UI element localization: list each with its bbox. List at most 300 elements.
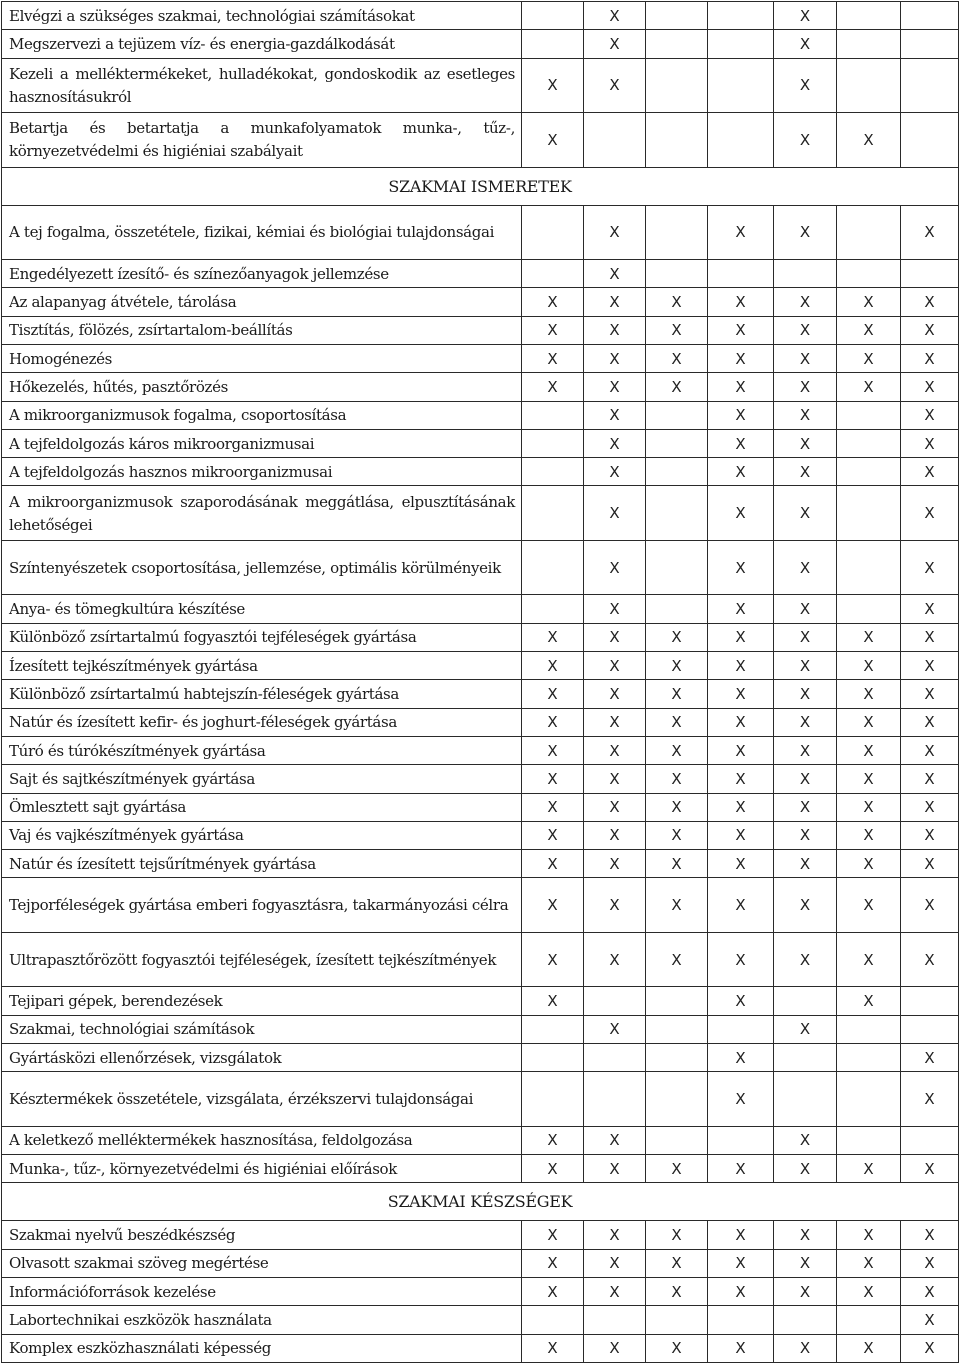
x-mark-cell: X <box>901 932 959 987</box>
table-row <box>2 1334 959 1362</box>
row-label: Sajt és sajtkészítmények gyártása <box>2 765 522 793</box>
x-mark-cell: X <box>584 540 646 595</box>
x-mark-cell: X <box>774 288 837 316</box>
x-mark-cell: X <box>522 765 584 793</box>
x-mark-cell: X <box>774 316 837 344</box>
x-mark-cell: X <box>646 736 708 764</box>
table-row <box>2 260 959 288</box>
x-mark-cell: X <box>708 736 774 764</box>
row-label: Gyártásközi ellenőrzések, vizsgálatok <box>2 1044 522 1072</box>
x-mark-cell: X <box>901 736 959 764</box>
x-mark-cell: X <box>522 1155 584 1183</box>
empty-cell <box>646 205 708 260</box>
x-mark-cell: X <box>901 1249 959 1277</box>
empty-cell <box>837 1072 901 1127</box>
x-mark-cell: X <box>708 1072 774 1127</box>
x-mark-cell: X <box>522 316 584 344</box>
x-mark-cell: X <box>584 205 646 260</box>
x-mark-cell: X <box>774 486 837 541</box>
x-mark-cell: X <box>522 1249 584 1277</box>
empty-cell <box>901 2 959 30</box>
x-mark-cell: X <box>774 1249 837 1277</box>
x-mark-cell: X <box>646 932 708 987</box>
table-row <box>2 765 959 793</box>
x-mark-cell: X <box>708 850 774 878</box>
empty-cell <box>708 58 774 113</box>
x-mark-cell: X <box>708 344 774 372</box>
empty-cell <box>837 30 901 58</box>
x-mark-cell: X <box>901 429 959 457</box>
x-mark-cell: X <box>901 540 959 595</box>
x-mark-cell: X <box>708 878 774 933</box>
empty-cell <box>584 1044 646 1072</box>
x-mark-cell: X <box>708 765 774 793</box>
empty-cell <box>522 486 584 541</box>
x-mark-cell: X <box>584 765 646 793</box>
x-mark-cell: X <box>708 821 774 849</box>
x-mark-cell: X <box>708 652 774 680</box>
empty-cell <box>837 429 901 457</box>
x-mark-cell: X <box>646 878 708 933</box>
x-mark-cell: X <box>522 373 584 401</box>
x-mark-cell: X <box>584 58 646 113</box>
empty-cell <box>522 1044 584 1072</box>
x-mark-cell: X <box>708 486 774 541</box>
empty-cell <box>522 429 584 457</box>
x-mark-cell: X <box>522 288 584 316</box>
table-row <box>2 736 959 764</box>
empty-cell <box>646 58 708 113</box>
x-mark-cell: X <box>774 623 837 651</box>
empty-cell <box>646 401 708 429</box>
row-label: Olvasott szakmai szöveg megértése <box>2 1249 522 1277</box>
x-mark-cell: X <box>837 1155 901 1183</box>
x-mark-cell: X <box>837 987 901 1015</box>
x-mark-cell: X <box>837 736 901 764</box>
row-label: Komplex eszközhasználati képesség <box>2 1334 522 1362</box>
empty-cell <box>837 260 901 288</box>
empty-cell <box>837 595 901 623</box>
x-mark-cell: X <box>708 373 774 401</box>
row-label: Hőkezelés, hűtés, pasztőrözés <box>2 373 522 401</box>
x-mark-cell: X <box>522 58 584 113</box>
x-mark-cell: X <box>774 850 837 878</box>
row-label: Vaj és vajkészítmények gyártása <box>2 821 522 849</box>
x-mark-cell: X <box>774 1278 837 1306</box>
x-mark-cell: X <box>646 1334 708 1362</box>
x-mark-cell: X <box>774 344 837 372</box>
table-row <box>2 652 959 680</box>
x-mark-cell: X <box>708 1221 774 1249</box>
x-mark-cell: X <box>584 486 646 541</box>
x-mark-cell: X <box>646 316 708 344</box>
empty-cell <box>522 30 584 58</box>
x-mark-cell: X <box>708 987 774 1015</box>
x-mark-cell: X <box>522 1221 584 1249</box>
x-mark-cell: X <box>708 401 774 429</box>
row-label: Ízesített tejkészítmények gyártása <box>2 652 522 680</box>
empty-cell <box>708 260 774 288</box>
empty-cell <box>646 1126 708 1154</box>
row-label: Késztermékek összetétele, vizsgálata, érzékszervi tulajdonságai <box>2 1072 522 1127</box>
empty-cell <box>522 540 584 595</box>
empty-cell <box>774 1044 837 1072</box>
x-mark-cell: X <box>708 680 774 708</box>
x-mark-cell: X <box>837 878 901 933</box>
row-label: A mikroorganizmusok szaporodásának meggátlása, elpusztításának lehetőségei <box>2 486 522 541</box>
competency-matrix-table <box>1 1 959 1363</box>
table-row <box>2 1155 959 1183</box>
x-mark-cell: X <box>901 458 959 486</box>
x-mark-cell: X <box>901 821 959 849</box>
row-label: A tejfeldolgozás káros mikroorganizmusai <box>2 429 522 457</box>
x-mark-cell: X <box>774 58 837 113</box>
x-mark-cell: X <box>584 1015 646 1043</box>
table-row <box>2 540 959 595</box>
empty-cell <box>646 30 708 58</box>
x-mark-cell: X <box>774 1126 837 1154</box>
x-mark-cell: X <box>901 1155 959 1183</box>
row-label: A tej fogalma, összetétele, fizikai, kémiai és biológiai tulajdonságai <box>2 205 522 260</box>
empty-cell <box>837 1015 901 1043</box>
x-mark-cell: X <box>837 316 901 344</box>
x-mark-cell: X <box>774 2 837 30</box>
x-mark-cell: X <box>837 113 901 168</box>
row-label: Szakmai nyelvű beszédkészség <box>2 1221 522 1249</box>
empty-cell <box>901 1126 959 1154</box>
empty-cell <box>901 30 959 58</box>
row-label: Tejporféleségek gyártása emberi fogyasztásra, takarmányozási célra <box>2 878 522 933</box>
x-mark-cell: X <box>584 429 646 457</box>
x-mark-cell: X <box>584 878 646 933</box>
x-mark-cell: X <box>837 1334 901 1362</box>
x-mark-cell: X <box>837 1221 901 1249</box>
x-mark-cell: X <box>837 680 901 708</box>
x-mark-cell: X <box>774 429 837 457</box>
row-label: Különböző zsírtartalmú fogyasztói tejféleségek gyártása <box>2 623 522 651</box>
row-label: Ömlesztett sajt gyártása <box>2 793 522 821</box>
row-label: Natúr és ízesített kefir- és joghurt-féleségek gyártása <box>2 708 522 736</box>
empty-cell <box>646 458 708 486</box>
table-row <box>2 932 959 987</box>
x-mark-cell: X <box>646 373 708 401</box>
empty-cell <box>522 595 584 623</box>
x-mark-cell: X <box>522 113 584 168</box>
table-row <box>2 708 959 736</box>
table-row <box>2 850 959 878</box>
x-mark-cell: X <box>646 288 708 316</box>
empty-cell <box>646 1306 708 1334</box>
x-mark-cell: X <box>708 205 774 260</box>
empty-cell <box>522 458 584 486</box>
x-mark-cell: X <box>774 736 837 764</box>
empty-cell <box>646 429 708 457</box>
x-mark-cell: X <box>708 1278 774 1306</box>
x-mark-cell: X <box>774 793 837 821</box>
x-mark-cell: X <box>522 850 584 878</box>
row-label: Kezeli a melléktermékeket, hulladékokat, gondoskodik az esetleges hasznosításukról <box>2 58 522 113</box>
x-mark-cell: X <box>584 373 646 401</box>
x-mark-cell: X <box>901 344 959 372</box>
x-mark-cell: X <box>708 1249 774 1277</box>
empty-cell <box>837 1306 901 1334</box>
x-mark-cell: X <box>708 623 774 651</box>
x-mark-cell: X <box>708 288 774 316</box>
x-mark-cell: X <box>522 1126 584 1154</box>
empty-cell <box>708 1126 774 1154</box>
table-row <box>2 1306 959 1334</box>
row-label: Különböző zsírtartalmú habtejszín-féleségek gyártása <box>2 680 522 708</box>
x-mark-cell: X <box>901 765 959 793</box>
x-mark-cell: X <box>837 623 901 651</box>
table-row <box>2 344 959 372</box>
row-label: Homogénezés <box>2 344 522 372</box>
x-mark-cell: X <box>708 793 774 821</box>
empty-cell <box>774 987 837 1015</box>
empty-cell <box>901 987 959 1015</box>
empty-cell <box>708 2 774 30</box>
empty-cell <box>837 458 901 486</box>
empty-cell <box>837 401 901 429</box>
table-row <box>2 486 959 541</box>
row-label: Információforrások kezelése <box>2 1278 522 1306</box>
x-mark-cell: X <box>708 1155 774 1183</box>
x-mark-cell: X <box>584 708 646 736</box>
table-row <box>2 623 959 651</box>
x-mark-cell: X <box>522 793 584 821</box>
x-mark-cell: X <box>837 1278 901 1306</box>
row-label: Anya- és tömegkultúra készítése <box>2 595 522 623</box>
table-row <box>2 878 959 933</box>
x-mark-cell: X <box>646 1278 708 1306</box>
x-mark-cell: X <box>774 765 837 793</box>
table-row <box>2 1221 959 1249</box>
x-mark-cell: X <box>774 401 837 429</box>
x-mark-cell: X <box>584 2 646 30</box>
x-mark-cell: X <box>901 316 959 344</box>
table-row <box>2 288 959 316</box>
empty-cell <box>708 113 774 168</box>
x-mark-cell: X <box>522 987 584 1015</box>
x-mark-cell: X <box>646 850 708 878</box>
table-row <box>2 1044 959 1072</box>
x-mark-cell: X <box>774 458 837 486</box>
x-mark-cell: X <box>774 821 837 849</box>
x-mark-cell: X <box>837 850 901 878</box>
table-row <box>2 458 959 486</box>
table-row <box>2 1249 959 1277</box>
table-row <box>2 58 959 113</box>
empty-cell <box>646 2 708 30</box>
x-mark-cell: X <box>708 595 774 623</box>
row-label: A mikroorganizmusok fogalma, csoportosítása <box>2 401 522 429</box>
x-mark-cell: X <box>708 708 774 736</box>
section-title: SZAKMAI KÉSZSÉGEK <box>2 1183 959 1221</box>
x-mark-cell: X <box>584 736 646 764</box>
empty-cell <box>837 486 901 541</box>
x-mark-cell: X <box>837 932 901 987</box>
x-mark-cell: X <box>646 623 708 651</box>
x-mark-cell: X <box>646 344 708 372</box>
empty-cell <box>522 2 584 30</box>
row-label: Színtenyészetek csoportosítása, jellemzése, optimális körülményeik <box>2 540 522 595</box>
x-mark-cell: X <box>584 1334 646 1362</box>
x-mark-cell: X <box>584 344 646 372</box>
empty-cell <box>646 1044 708 1072</box>
x-mark-cell: X <box>774 1221 837 1249</box>
row-label: Az alapanyag átvétele, tárolása <box>2 288 522 316</box>
x-mark-cell: X <box>901 1221 959 1249</box>
x-mark-cell: X <box>584 1278 646 1306</box>
x-mark-cell: X <box>708 316 774 344</box>
x-mark-cell: X <box>901 288 959 316</box>
table-row <box>2 373 959 401</box>
row-label: Megszervezi a tejüzem víz- és energia-gazdálkodását <box>2 30 522 58</box>
row-label: Munka-, tűz-, környezetvédelmi és higiéniai előírások <box>2 1155 522 1183</box>
empty-cell <box>901 58 959 113</box>
x-mark-cell: X <box>774 595 837 623</box>
x-mark-cell: X <box>837 652 901 680</box>
table-row <box>2 987 959 1015</box>
x-mark-cell: X <box>901 623 959 651</box>
x-mark-cell: X <box>584 850 646 878</box>
table-row <box>2 680 959 708</box>
x-mark-cell: X <box>708 932 774 987</box>
x-mark-cell: X <box>522 932 584 987</box>
x-mark-cell: X <box>522 623 584 651</box>
x-mark-cell: X <box>584 316 646 344</box>
empty-cell <box>646 595 708 623</box>
x-mark-cell: X <box>774 1334 837 1362</box>
x-mark-cell: X <box>646 708 708 736</box>
x-mark-cell: X <box>646 1155 708 1183</box>
x-mark-cell: X <box>774 205 837 260</box>
x-mark-cell: X <box>901 373 959 401</box>
table-row <box>2 30 959 58</box>
row-label: Ultrapasztőrözött fogyasztói tejféleségek, ízesített tejkészítmények <box>2 932 522 987</box>
x-mark-cell: X <box>584 260 646 288</box>
x-mark-cell: X <box>901 708 959 736</box>
x-mark-cell: X <box>901 1306 959 1334</box>
x-mark-cell: X <box>708 429 774 457</box>
x-mark-cell: X <box>901 850 959 878</box>
table-row <box>2 595 959 623</box>
x-mark-cell: X <box>901 486 959 541</box>
empty-cell <box>901 113 959 168</box>
empty-cell <box>837 205 901 260</box>
empty-cell <box>584 1072 646 1127</box>
empty-cell <box>837 58 901 113</box>
x-mark-cell: X <box>646 652 708 680</box>
x-mark-cell: X <box>901 793 959 821</box>
x-mark-cell: X <box>522 821 584 849</box>
x-mark-cell: X <box>774 1155 837 1183</box>
x-mark-cell: X <box>837 288 901 316</box>
x-mark-cell: X <box>837 344 901 372</box>
empty-cell <box>837 2 901 30</box>
x-mark-cell: X <box>837 708 901 736</box>
empty-cell <box>646 260 708 288</box>
empty-cell <box>774 1072 837 1127</box>
x-mark-cell: X <box>584 1249 646 1277</box>
empty-cell <box>708 1015 774 1043</box>
x-mark-cell: X <box>522 344 584 372</box>
x-mark-cell: X <box>774 932 837 987</box>
empty-cell <box>837 1126 901 1154</box>
row-label: Szakmai, technológiai számítások <box>2 1015 522 1043</box>
x-mark-cell: X <box>837 1249 901 1277</box>
empty-cell <box>774 260 837 288</box>
x-mark-cell: X <box>774 30 837 58</box>
x-mark-cell: X <box>837 793 901 821</box>
x-mark-cell: X <box>522 1278 584 1306</box>
table-row <box>2 821 959 849</box>
x-mark-cell: X <box>708 1334 774 1362</box>
empty-cell <box>522 260 584 288</box>
table-row <box>2 1126 959 1154</box>
x-mark-cell: X <box>774 540 837 595</box>
x-mark-cell: X <box>522 680 584 708</box>
empty-cell <box>901 1015 959 1043</box>
x-mark-cell: X <box>901 680 959 708</box>
empty-cell <box>646 113 708 168</box>
x-mark-cell: X <box>584 932 646 987</box>
empty-cell <box>522 205 584 260</box>
table-row <box>2 316 959 344</box>
x-mark-cell: X <box>646 1249 708 1277</box>
empty-cell <box>522 1306 584 1334</box>
empty-cell <box>837 1044 901 1072</box>
x-mark-cell: X <box>774 113 837 168</box>
table-row <box>2 793 959 821</box>
x-mark-cell: X <box>901 652 959 680</box>
row-label: Natúr és ízesített tejsűrítmények gyártása <box>2 850 522 878</box>
table-row <box>2 1072 959 1127</box>
x-mark-cell: X <box>584 1155 646 1183</box>
x-mark-cell: X <box>584 30 646 58</box>
table-row <box>2 1015 959 1043</box>
empty-cell <box>522 401 584 429</box>
section-title: SZAKMAI ISMERETEK <box>2 167 959 205</box>
x-mark-cell: X <box>774 1015 837 1043</box>
x-mark-cell: X <box>584 793 646 821</box>
row-label: Engedélyezett ízesítő- és színezőanyagok jellemzése <box>2 260 522 288</box>
x-mark-cell: X <box>584 1126 646 1154</box>
x-mark-cell: X <box>901 1044 959 1072</box>
matrix-body <box>2 2 959 1363</box>
x-mark-cell: X <box>646 793 708 821</box>
empty-cell <box>646 1072 708 1127</box>
empty-cell <box>584 1306 646 1334</box>
x-mark-cell: X <box>837 765 901 793</box>
empty-cell <box>774 1306 837 1334</box>
x-mark-cell: X <box>774 878 837 933</box>
x-mark-cell: X <box>584 821 646 849</box>
x-mark-cell: X <box>837 821 901 849</box>
x-mark-cell: X <box>522 1334 584 1362</box>
row-label: Betartja és betartatja a munkafolyamatok munka-, tűz-, környezetvédelmi és higiéniai szabályait <box>2 113 522 168</box>
x-mark-cell: X <box>522 708 584 736</box>
table-row <box>2 1278 959 1306</box>
row-label: Tisztítás, fölözés, zsírtartalom-beállítás <box>2 316 522 344</box>
x-mark-cell: X <box>901 878 959 933</box>
x-mark-cell: X <box>646 821 708 849</box>
x-mark-cell: X <box>584 595 646 623</box>
x-mark-cell: X <box>774 708 837 736</box>
table-row <box>2 113 959 168</box>
row-label: A keletkező melléktermékek hasznosítása, feldolgozása <box>2 1126 522 1154</box>
x-mark-cell: X <box>901 1278 959 1306</box>
